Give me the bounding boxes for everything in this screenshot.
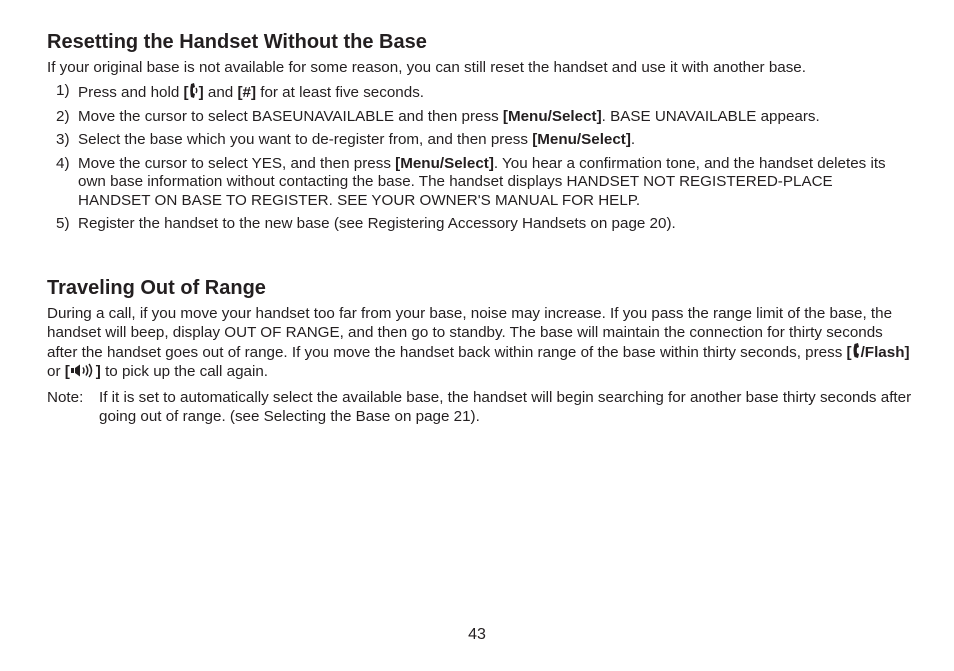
menu-select-key-label: [Menu/Select] bbox=[395, 154, 494, 172]
end-key-label: [ ] bbox=[183, 84, 204, 101]
step-text: Register the handset to the new base (see Registering Accessory Handsets on page 20). bbox=[78, 215, 676, 232]
note-label: Note: bbox=[47, 389, 84, 406]
page-number: 43 bbox=[468, 626, 486, 643]
list-item bbox=[47, 108, 917, 127]
list-item bbox=[47, 131, 917, 150]
step-number: 4) bbox=[56, 154, 70, 172]
section-heading-travel: Traveling Out of Range bbox=[47, 277, 266, 299]
handset-end-icon bbox=[189, 82, 199, 99]
list-item bbox=[47, 82, 917, 103]
speaker-icon bbox=[70, 363, 96, 378]
step-text: . BASE UNAVAILABLE appears. bbox=[601, 107, 820, 125]
reset-steps-list bbox=[47, 82, 917, 239]
step-text: Move the cursor to select BASEUNAVAILABLE and then press bbox=[78, 107, 503, 125]
step-number: 1) bbox=[56, 82, 70, 99]
note-block bbox=[47, 389, 917, 426]
step-text: Select the base which you want to de-register from, and then press bbox=[78, 131, 533, 148]
list-item bbox=[47, 155, 898, 211]
step-text: . You hear a confirmation tone, and the handset deletes its own base information without contacting the base. The handset displays HANDSET NOT REGISTERED-PLACE HANDSET ON BASE TO REGISTER. SEE YOUR OWNER'S MANUAL FOR HELP. bbox=[78, 154, 886, 209]
pound-key-label: [#] bbox=[237, 84, 257, 101]
list-item bbox=[47, 215, 917, 234]
step-text: Press and hold bbox=[78, 84, 184, 101]
step-text: and bbox=[203, 84, 238, 101]
reset-intro: If your original base is not available for some reason, you can still reset the handset and use it with another base. bbox=[47, 59, 806, 76]
menu-select-key-label: [Menu/Select] bbox=[532, 131, 631, 148]
step-number: 3) bbox=[56, 131, 70, 148]
speaker-key-label: [ ] bbox=[64, 362, 101, 380]
step-text: Move the cursor to select YES, and then press bbox=[78, 154, 396, 172]
talk-phone-icon bbox=[852, 342, 861, 359]
step-number: 2) bbox=[56, 107, 70, 125]
section-heading-reset: Resetting the Handset Without the Base bbox=[47, 31, 427, 53]
flash-key-label: [ /Flash] bbox=[846, 344, 910, 361]
step-text: . bbox=[630, 131, 636, 148]
step-number: 5) bbox=[56, 215, 70, 232]
step-text: for at least five seconds. bbox=[256, 84, 425, 101]
travel-paragraph: During a call, if you move your handset too far from your base, noise may increase. If you pass the range limit of the base, the handset will beep, display OUT OF RANGE, and then go to standby. The base will maintain the connection for thirty seconds after the handset goes out of range. If you move the handset back within range of the base within thirty seconds, press [ /Flash] or [ ] to pick up the call again. bbox=[47, 305, 910, 380]
note-text: If it is set to automatically select the available base, the handset will begin searching for another base thirty seconds after going out of range. (see Selecting the Base on page 21). bbox=[99, 389, 912, 425]
menu-select-key-label: [Menu/Select] bbox=[502, 107, 602, 125]
